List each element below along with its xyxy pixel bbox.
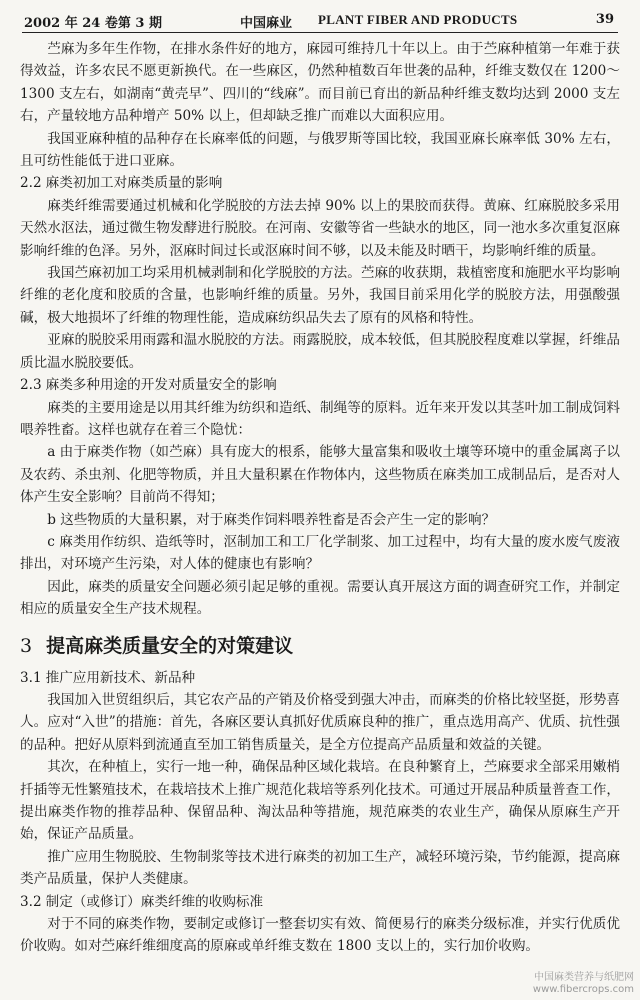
paragraph: 因此，麻类的质量安全问题必须引起足够的重视。需要认真开展这方面的调查研究工作，并制定相应的质量安全生产技术规程。 [20, 578, 620, 618]
list-item-a: a 由于麻类作物（如苎麻）具有庞大的根系，能够大量富集和吸收土壤等环境中的重金属离子以及农药、杀虫剂、化肥等物质，并且大量积累在作物体内，这些物质在麻类加工成制品后，是否对人体产生安全影响？目前尚不得知； [20, 444, 620, 506]
journal-title-cn: 中国麻业 [240, 16, 293, 31]
paragraph: 对于不同的麻类作物，要制定或修订一整套切实有效、简便易行的麻类分级标准，并实行优质优价收购。如对苎麻纤维细度高的原麻或单纤维支数在 1800 支以上的，实行加价收购。 [20, 916, 620, 955]
issue-info: 2002 年 24 卷第 3 期 [24, 16, 162, 31]
journal-title-en: PLANT FIBER AND PRODUCTS [318, 12, 518, 27]
section-title: 推广应用新技术、新品种 [45, 669, 196, 686]
section-title: 提高麻类质量安全的对策建议 [46, 634, 294, 657]
paragraph: 推广应用生物脱胶、生物制浆等技术进行麻类的初加工生产，减轻环境污染，节约能源，提高麻类产品质量，保护人类健康。 [20, 848, 620, 888]
site-watermark [533, 972, 634, 996]
paragraph: 我国加入世贸组织后，其它农产品的产销及价格受到强大冲击，而麻类的价格比较坚挺，形势喜人。应对“入世”的措施：首先，各麻区要认真抓好优质麻良种的推广，重点选用高产、优质、抗性强的品种。把好从原料到流通直至加工销售质量关，是全方位提高产品质量和效益的关键。 [20, 691, 620, 753]
watermark-url: www.fibercrops.com [532, 984, 634, 995]
section-number: 3 [20, 634, 33, 657]
article-body [20, 38, 620, 955]
list-item-c: c 麻类用作纺织、造纸等时，沤制加工和工厂化学制浆、加工过程中，均有大量的废水废气废液排出，对环境产生污染，对人体的健康也有影响？ [20, 533, 620, 573]
paragraph: 其次，在种植上，实行一地一种，确保品种区域化栽培。在良种繁育上，苎麻要求全部采用嫩梢扦插等无性繁殖技术，在栽培技术上推广规范化栽培等系列化技术。可通过开展品种质量普查工作，提出麻类作物的推荐品种、保留品种、淘汰品种等措施，规范麻类的农业生产，确保从原麻生产开始，保证产品质量。 [20, 759, 620, 843]
section-number: 2.2 [20, 175, 42, 192]
paragraph: 苎麻为多年生作物，在排水条件好的地方，麻园可维持几十年以上。由于苎麻种植第一年难于获得效益，许多农民不愿更新换代。在一些麻区，仍然种植数百年世袭的品种，纤维支数仅在 1200～1300 支左右，如湖南“黄壳早”、四川的“线麻”。而目前已育出的新品种纤维支数均达到 2000 支左右，产量较地方品种增产 50% 以上，但却缺乏推广而难以大面积应用。 [20, 41, 620, 125]
section-title: 制定（或修订）麻类纤维的收购标准 [45, 893, 264, 910]
paragraph: 我国亚麻种植的品种存在长麻率低的问题，与俄罗斯等国比较，我国亚麻长麻率低 30% 左右，且可纺性能低于进口亚麻。 [20, 130, 620, 170]
section-title: 麻类初加工对麻类质量的影响 [45, 175, 223, 192]
section-heading-3-2 [20, 891, 620, 913]
page-number: 39 [595, 12, 614, 27]
paragraph: 亚麻的脱胶采用雨露和温水脱胶的方法。雨露脱胶，成本较低，但其脱胶程度难以掌握，纤维品质比温水脱胶要低。 [20, 332, 620, 371]
section-number: 3.2 [20, 893, 42, 910]
paragraph: 我国苎麻初加工均采用机械剥制和化学脱胶的方法。苎麻的收获期，栽植密度和施肥水平均影响纤维的老化度和胶质的含量，也影响纤维的质量。另外，我国目前采用化学的脱胶方法，用强酸强碱，极大地损坏了纤维的物理性能，造成麻纺织品失去了原有的风格和特性。 [20, 265, 620, 326]
section-heading-2-3 [20, 374, 620, 396]
section-title: 麻类多种用途的开发对质量安全的影响 [45, 377, 277, 394]
watermark-line: 中国麻类营养与纸肥网 [534, 972, 634, 983]
section-heading-3-1 [20, 667, 620, 689]
paragraph: 麻类纤维需要通过机械和化学脱胶的方法去掉 90% 以上的果胶而获得。黄麻、红麻脱胶多采用天然水沤法，通过微生物发酵进行脱胶。在河南、安徽等省一些缺水的地区，同一池水多次重复沤麻影响纤维的色泽。另外，沤麻时间过长或沤麻时间不够，以及未能及时晒干，均影响纤维的质量。 [20, 197, 620, 259]
section-number: 2.3 [20, 377, 42, 394]
list-item-b: b 这些物质的大量积累，对于麻类作饲料喂养牲畜是否会产生一定的影响？ [47, 511, 496, 528]
section-heading-3 [20, 633, 620, 659]
section-number: 3.1 [20, 669, 42, 686]
running-header [22, 10, 618, 33]
section-heading-2-2 [20, 172, 620, 194]
paragraph: 麻类的主要用途是以用其纤维为纺织和造纸、制绳等的原料。近年来开发以其茎叶加工制成饲料喂养牲畜。这样也就存在着三个隐忧： [20, 399, 620, 438]
